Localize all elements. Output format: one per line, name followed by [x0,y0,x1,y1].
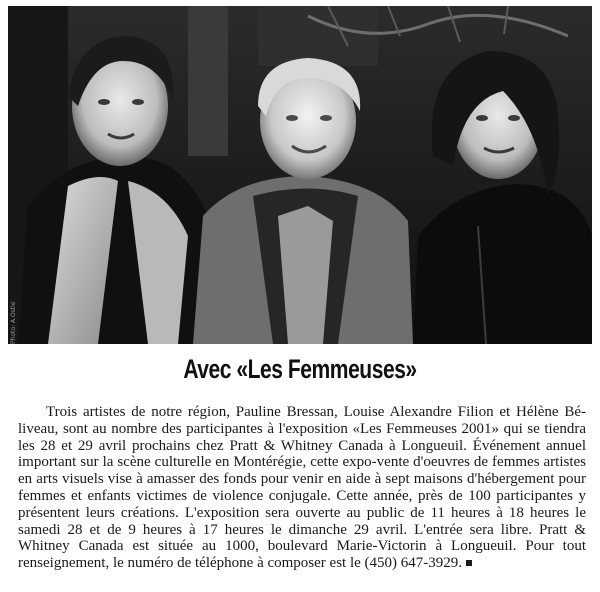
article-headline: Avec «Les Femmeuses» [183,354,417,384]
article-body [18,404,586,572]
article-text: Trois artistes de notre région, Pauline Bressan, Louise Alexandre Filion et Hélène Béliveau, sont au nombre des participantes à l'exposition «Les Femmeuses 2001» qui se tiendra les 28 et 29 avril prochains chez Pratt & Whitney Canada à Longueuil. Événement annuel important sur la scène culturelle en Montérégie, cette expo-vente d'oeuvres de femmes artistes en arts visuels vise à amasser des fonds pour venir en aide à sept maisons d'hébergement pour femmes et enfants victimes de violence conjugale. Cette année, près de 100 participantes y présentent leurs créations. L'exposition sera ouverte au public de 11 heures à 18 heures le samedi 28 et de 9 heures à 17 heures le dimanche 29 avril. L'entrée sera libre. Pratt & Whitney Canada est située au 1000, boulevard Marie-Victorin à Longueuil. Pour tout renseignement, le numéro de téléphone à composer est le (450) 647-3929. [18,404,586,572]
article-photo [8,6,592,344]
photo-three-women-icon [8,6,592,344]
end-of-article-mark [466,560,472,566]
photo-credit: Photo: A.Ostie [10,301,17,344]
